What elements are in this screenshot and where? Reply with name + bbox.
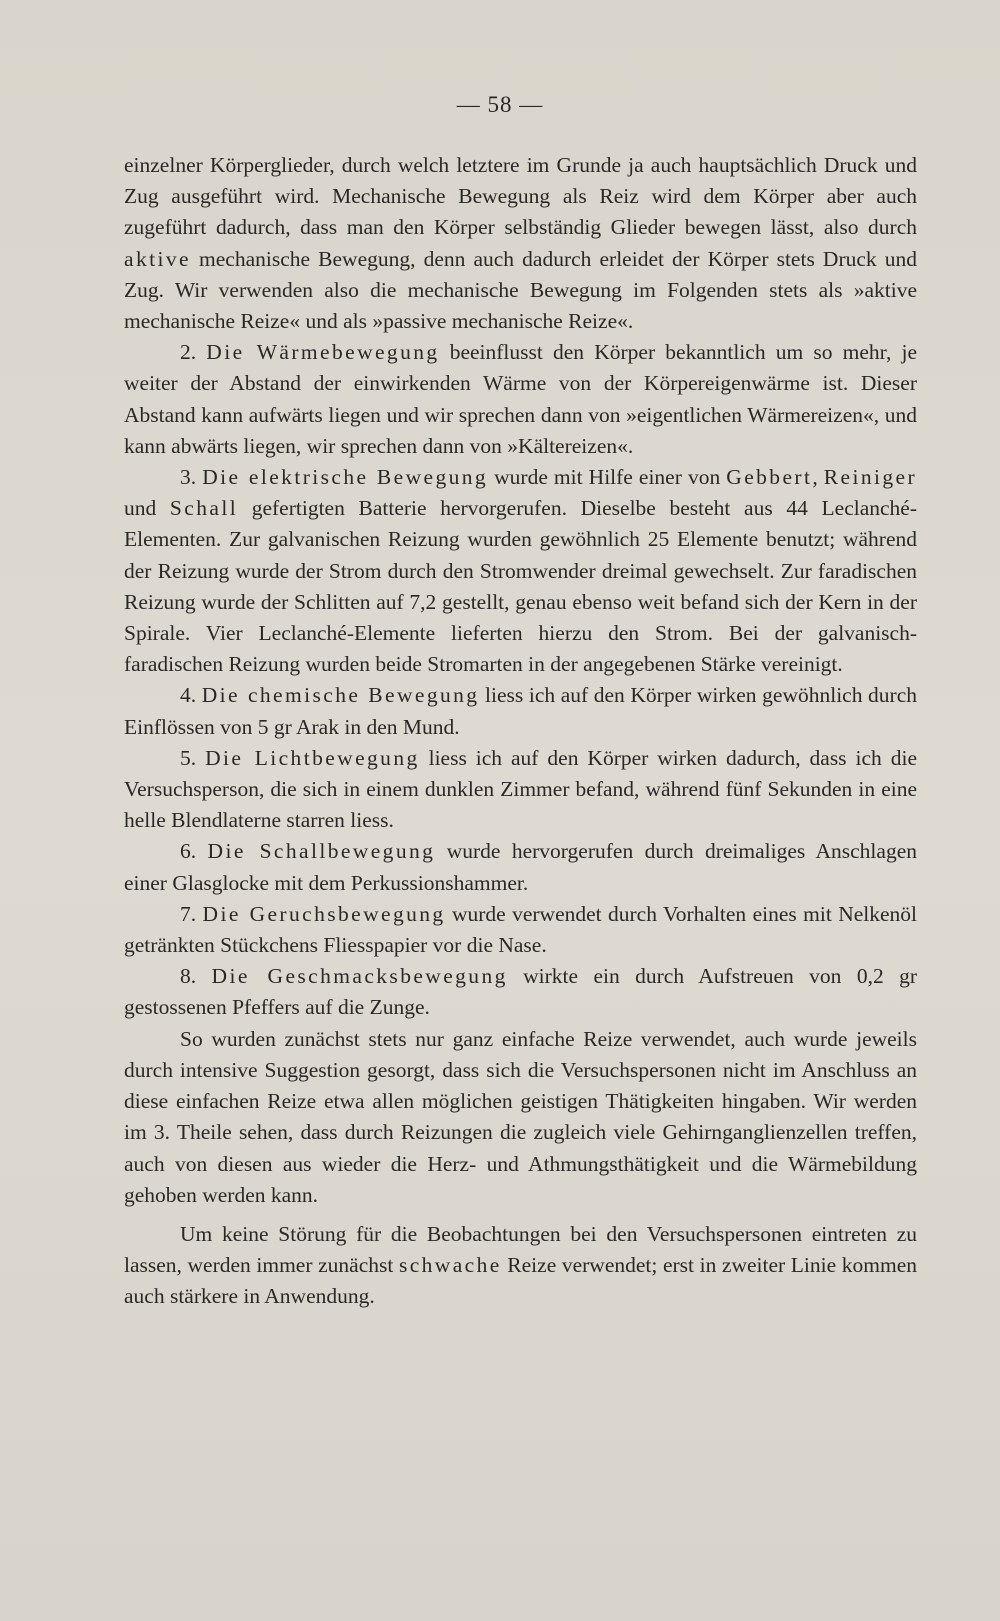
spaced-emphasis: aktive [124, 246, 191, 271]
paragraph-p0 [124, 150, 917, 337]
text-run: wurde verwendet durch Vorhalten eines mit Nelkenöl getränkten Stückchens Fliesspapier vor die Nase. [124, 901, 918, 958]
spaced-emphasis: Reiniger [823, 465, 918, 490]
paragraph-p2 [124, 337, 917, 462]
spaced-emphasis: Die chemische Bewegung [201, 683, 480, 708]
text-run: 8. [180, 964, 212, 989]
spaced-emphasis: Die Schallbewegung [207, 839, 436, 864]
paragraph-p9 [124, 1024, 917, 1211]
text-run: liess ich auf den Körper wirken gewöhnlich durch Einflössen von 5 gr Arak in den Mund. [124, 683, 918, 739]
text-run: 4. [180, 683, 202, 708]
paragraph-p8 [124, 961, 917, 1023]
paragraph-p6 [124, 836, 917, 898]
text-run: beeinflusst den Körper bekanntlich um so mehr, je weiter der Abstand der einwirkenden Wärme von der Körpereigenwärme ist. Dieser Abstand kann aufwärts liegen und wir sprechen dann von »eigentlichen Wärmereizen«, und kann abwärts liegen, wir sprechen dann von »Kältereizen«. [124, 340, 918, 458]
text-run: , [812, 465, 824, 490]
spaced-emphasis: schwache [398, 1253, 502, 1278]
text-run: einzelner Körperglieder, durch welch letztere im Grunde ja auch hauptsächlich Druck und Zug ausgeführt wird. Mechanische Bewegung als Reiz wird dem Körper aber auch zugeführt dadurch, dass man den Körper selbständig Glieder bewegen lässt, also durch [124, 153, 917, 240]
text-run: wirkte ein durch Aufstreuen von 0,2 gr gestossenen Pfeffers auf die Zunge. [124, 964, 917, 1020]
spaced-emphasis: Gebbert [726, 465, 813, 490]
text-run: So wurden zunächst stets nur ganz einfache Reize verwendet, auch wurde jeweils durch intensive Suggestion gesorgt, dass sich die Versuchspersonen nicht im Anschluss an diese einfachen Reize etwa allen möglichen geistigen Thätigkeiten hingaben. Wir werden im 3. Theile sehen, dass durch Reizungen die zugleich viele Gehirnganglienzellen treffen, auch von diesen aus wieder die Herz- und Athmungsthätigkeit und die Wärmebildung gehoben werden kann. [124, 1026, 917, 1207]
text-run: 7. [180, 901, 203, 926]
spaced-emphasis: Die Lichtbewegung [205, 745, 420, 770]
text-run: wurde mit Hilfe einer von [488, 465, 727, 490]
text-run: gefertigten Batterie hervorgerufen. Dieselbe besteht aus 44 Leclanché-Elementen. Zur galvanischen Reizung wurden gewöhnlich 25 Elemente benutzt; während der Reizung wurde der Strom durch den Stromwender dreimal gewechselt. Zur faradischen Reizung wurde der Schlitten auf 7,2 gestellt, genau ebenso weit befand sich der Kern in der Spirale. Vier Leclanché-Elemente lieferten hierzu den Strom. Bei der galvanisch-faradischen Reizung wurden beide Stromarten in der angegebenen Stärke vereinigt. [124, 496, 918, 677]
text-run: 6. [180, 839, 208, 864]
text-run: wurde hervorgerufen durch dreimaliges Anschlagen einer Glasglocke mit dem Perkussionshammer. [124, 839, 917, 895]
paragraph-p5 [124, 743, 917, 837]
text-run: liess ich auf den Körper wirken dadurch, dass ich die Versuchsperson, die sich in einem dunklen Zimmer befand, während fünf Sekunden in eine helle Blendlaterne starren liess. [124, 745, 918, 833]
body-text [124, 150, 917, 1313]
text-run: Reize verwendet; erst in zweiter Linie kommen auch stärkere in Anwendung. [124, 1253, 918, 1309]
spaced-emphasis: Die Wärmebewegung [206, 340, 440, 365]
text-run: Um keine Störung für die Beobachtungen bei den Versuchspersonen eintreten zu lassen, werden immer zunächst [124, 1221, 917, 1278]
paragraph-p4 [124, 680, 917, 742]
text-run: und [124, 496, 170, 521]
text-run: 5. [180, 745, 206, 770]
paragraph-p3 [124, 462, 917, 680]
spaced-emphasis: Schall [169, 496, 239, 521]
spaced-emphasis: Die elektrische Bewegung [202, 465, 489, 490]
page-number: — 58 — [456, 92, 544, 117]
text-run: mechanische Bewegung, denn auch dadurch erleidet der Körper stets Druck und Zug. Wir verwenden also die mechanische Bewegung im Folgenden stets als »aktive mechanische Reize« und als »passive mechanische Reize«. [124, 246, 917, 334]
text-run: 2. [180, 340, 207, 365]
paragraph-p10 [124, 1219, 917, 1313]
spaced-emphasis: Die Geschmacksbewegung [211, 964, 508, 989]
spaced-emphasis: Die Geruchsbewegung [202, 901, 446, 926]
paragraph-p7 [124, 899, 917, 961]
text-run: 3. [180, 465, 203, 490]
